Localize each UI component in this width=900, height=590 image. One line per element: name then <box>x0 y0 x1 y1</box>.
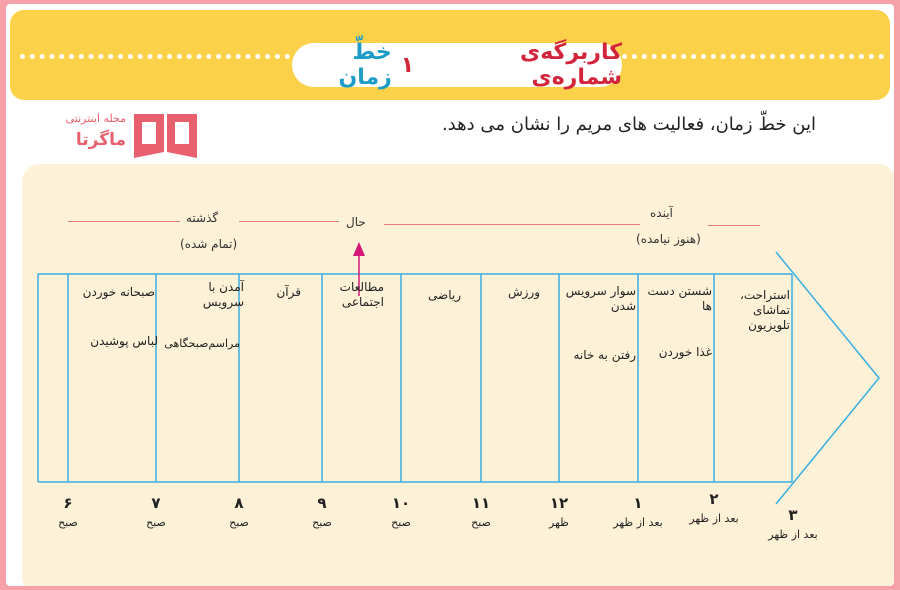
future-note: (هنوز نیامده) <box>636 232 701 246</box>
tick-label: بعد از ظهر <box>768 528 818 541</box>
cell-4-top: ریاضی <box>428 288 461 302</box>
tick-number: ۱۱ <box>471 494 491 512</box>
past-note: (تمام شده) <box>180 237 238 251</box>
tick-number: ۳ <box>788 506 798 524</box>
tick-number: ۱۰ <box>391 494 411 512</box>
tick-number: ۲ <box>709 490 719 508</box>
tick-label: صبح <box>471 516 491 529</box>
past-label: گذشته <box>186 211 219 225</box>
worksheet-number: ۱ <box>400 52 415 78</box>
tick-number: ۸ <box>234 494 244 512</box>
future-label: آینده <box>650 206 673 220</box>
cell-6-bottom: رفتن به خانه <box>573 348 636 362</box>
tick-number: ۶ <box>63 494 73 512</box>
cell-8-top: استراحت، تماشای تلویزیون <box>739 288 790 332</box>
tick-label: صبح <box>312 516 332 529</box>
cell-7-bottom: غذا خوردن <box>658 345 712 359</box>
tick-label: صبح <box>229 516 249 529</box>
cell-1-top: آمدن با سرویس <box>202 280 244 309</box>
intro-text: این خطّ زمان، فعالیت های مریم را نشان می دهد. <box>441 114 816 135</box>
present-arrow-tip <box>353 242 365 256</box>
cell-5-top: ورزش <box>507 285 540 299</box>
worksheet-subtitle: خطّ زمان <box>338 40 392 90</box>
present-label: حال <box>346 215 366 229</box>
cell-7-top: شستن دست ها <box>647 284 712 313</box>
cell-6-top: سوار سرویس شدن <box>565 284 636 313</box>
tick-label: صبح <box>146 516 166 529</box>
worksheet-title: کاربرگه‌ی شماره‌ی <box>520 40 622 90</box>
tick-number: ۹ <box>317 494 327 512</box>
worksheet-page <box>6 4 894 586</box>
cell-0-top: صبحانه خوردن <box>82 285 155 299</box>
tick-number: ۱ <box>633 494 643 512</box>
tick-label: ظهر <box>549 516 569 529</box>
cell-3-top: مطالعات اجتماعی <box>339 280 384 309</box>
tick-label: صبح <box>58 516 78 529</box>
tick-label: بعد از ظهر <box>689 512 739 525</box>
cell-1-bottom: مراسم‌صبحگاهی <box>164 337 240 350</box>
cell-2-top: قرآن <box>276 285 301 299</box>
tick-label: صبح <box>391 516 411 529</box>
tick-label: بعد از ظهر <box>613 516 663 529</box>
cell-0-bottom: لباس پوشیدن <box>90 334 158 348</box>
logo-name: ماگرتا <box>75 130 126 150</box>
tick-number: ۷ <box>151 494 161 512</box>
tick-number: ۱۲ <box>549 494 569 512</box>
logo-tagline: مجله اینترنتی <box>65 112 126 125</box>
